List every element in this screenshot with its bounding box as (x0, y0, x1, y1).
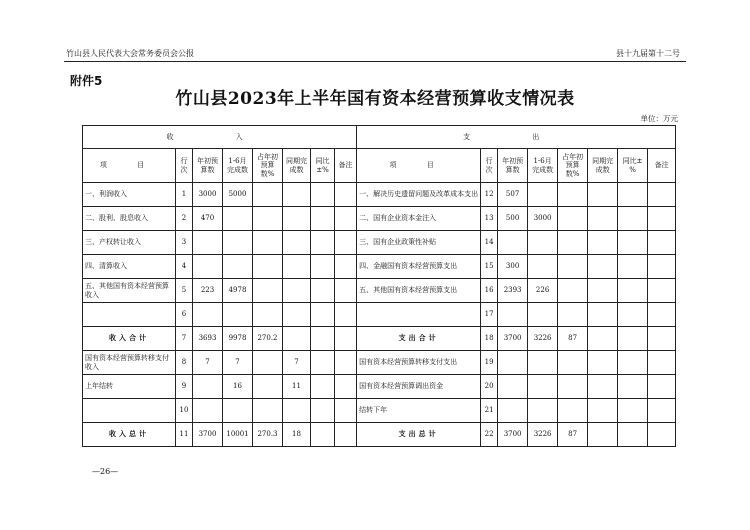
income-cell-row-no: 5 (176, 279, 193, 303)
expense-cell-initial-budget: 3700 (498, 423, 528, 447)
income-cell-item: 上年结转 (83, 375, 176, 399)
income-cell-yoy-change (311, 183, 335, 207)
expense-cell-jan-jun-actual (528, 255, 558, 279)
expense-cell-yoy-change (618, 423, 648, 447)
income-cell-item: 二、股利、股息收入 (83, 207, 176, 231)
expense-cell-yoy-change (618, 351, 648, 375)
income-col-header-same-period: 同期完成数 (283, 149, 311, 183)
table-row (83, 231, 676, 255)
expense-cell-item: 支出合计 (357, 327, 481, 351)
income-cell-initial-budget (193, 399, 223, 423)
income-cell-yoy-change (311, 303, 335, 327)
expense-cell-same-period (588, 231, 618, 255)
expense-cell-jan-jun-actual (528, 399, 558, 423)
expense-cell-jan-jun-actual: 3000 (528, 207, 558, 231)
expense-col-header-remarks: 备注 (648, 149, 676, 183)
income-cell-remarks (335, 399, 357, 423)
income-cell-remarks (335, 231, 357, 255)
attachment-label: 附件5 (70, 74, 103, 88)
income-cell-yoy-change (311, 207, 335, 231)
income-cell-item: 四、清算收入 (83, 255, 176, 279)
expense-cell-yoy-change (618, 255, 648, 279)
income-cell-same-period: 7 (283, 351, 311, 375)
expense-cell-same-period (588, 207, 618, 231)
expense-col-header-item: 项 目 (357, 149, 481, 183)
income-cell-same-period (283, 255, 311, 279)
expense-cell-row-no: 20 (481, 375, 498, 399)
expense-cell-pct-of-budget (558, 231, 588, 255)
expense-cell-initial-budget: 500 (498, 207, 528, 231)
table-row (83, 279, 676, 303)
income-cell-initial-budget: 470 (193, 207, 223, 231)
expense-col-header-same-period: 同期完成数 (588, 149, 618, 183)
expense-cell-pct-of-budget: 87 (558, 327, 588, 351)
expense-col-header-pct-of-budget: 占年初预算数% (558, 149, 588, 183)
income-cell-item: 收入总计 (83, 423, 176, 447)
expense-cell-jan-jun-actual: 3226 (528, 423, 558, 447)
income-cell-same-period (283, 327, 311, 351)
income-cell-jan-jun-actual: 7 (223, 351, 253, 375)
income-cell-pct-of-budget (253, 255, 283, 279)
expense-cell-remarks (648, 351, 676, 375)
expense-cell-jan-jun-actual (528, 183, 558, 207)
income-cell-initial-budget: 3700 (193, 423, 223, 447)
expense-cell-initial-budget (498, 399, 528, 423)
income-cell-item: 三、产权转让收入 (83, 231, 176, 255)
expense-cell-same-period (588, 279, 618, 303)
income-cell-remarks (335, 183, 357, 207)
income-cell-pct-of-budget (253, 399, 283, 423)
gazette-title: 竹山县人民代表大会常务委员会公报 (66, 49, 194, 58)
income-cell-row-no: 10 (176, 399, 193, 423)
income-cell-yoy-change (311, 231, 335, 255)
expense-cell-row-no: 17 (481, 303, 498, 327)
expense-cell-item: 国有资本经营预算转移支付支出 (357, 351, 481, 375)
expense-cell-remarks (648, 423, 676, 447)
expense-cell-remarks (648, 303, 676, 327)
expense-cell-row-no: 21 (481, 399, 498, 423)
expense-cell-pct-of-budget (558, 375, 588, 399)
expense-cell-yoy-change (618, 375, 648, 399)
income-cell-initial-budget (193, 303, 223, 327)
expense-cell-pct-of-budget (558, 399, 588, 423)
expense-col-header-jan-jun-actual: 1-6月完成数 (528, 149, 558, 183)
expense-cell-item: 支出总计 (357, 423, 481, 447)
expense-cell-initial-budget: 3700 (498, 327, 528, 351)
income-cell-initial-budget: 223 (193, 279, 223, 303)
expense-cell-pct-of-budget (558, 183, 588, 207)
income-cell-pct-of-budget (253, 375, 283, 399)
income-cell-pct-of-budget (253, 231, 283, 255)
income-cell-remarks (335, 375, 357, 399)
expense-cell-yoy-change (618, 207, 648, 231)
expense-cell-jan-jun-actual (528, 351, 558, 375)
expense-cell-pct-of-budget (558, 207, 588, 231)
income-cell-yoy-change (311, 327, 335, 351)
expense-cell-remarks (648, 231, 676, 255)
income-cell-jan-jun-actual: 4978 (223, 279, 253, 303)
expense-cell-initial-budget (498, 231, 528, 255)
unit-label: 单位：万元 (640, 114, 678, 123)
expense-section-header: 支 出 (357, 126, 676, 149)
income-cell-yoy-change (311, 255, 335, 279)
income-cell-pct-of-budget (253, 351, 283, 375)
expense-cell-same-period (588, 423, 618, 447)
table-row (83, 399, 676, 423)
income-cell-row-no: 2 (176, 207, 193, 231)
page-number: —26— (92, 467, 119, 476)
income-col-header-pct-of-budget: 占年初预算数% (253, 149, 283, 183)
income-cell-row-no: 11 (176, 423, 193, 447)
income-cell-item: 五、其他国有资本经营预算收入 (83, 279, 176, 303)
expense-cell-yoy-change (618, 279, 648, 303)
income-cell-row-no: 3 (176, 231, 193, 255)
expense-cell-remarks (648, 183, 676, 207)
expense-cell-item: 结转下年 (357, 399, 481, 423)
expense-cell-row-no: 18 (481, 327, 498, 351)
table-row (83, 255, 676, 279)
expense-cell-jan-jun-actual (528, 231, 558, 255)
income-cell-yoy-change (311, 399, 335, 423)
expense-col-header-initial-budget: 年初预算数 (498, 149, 528, 183)
income-cell-same-period (283, 183, 311, 207)
expense-cell-initial-budget (498, 303, 528, 327)
expense-cell-yoy-change (618, 183, 648, 207)
table-row (83, 351, 676, 375)
expense-cell-row-no: 15 (481, 255, 498, 279)
income-cell-yoy-change (311, 279, 335, 303)
table-row (83, 303, 676, 327)
income-cell-same-period: 18 (283, 423, 311, 447)
expense-cell-yoy-change (618, 303, 648, 327)
expense-cell-item: 一、解决历史遗留问题及改革成本支出 (357, 183, 481, 207)
income-cell-pct-of-budget (253, 183, 283, 207)
income-cell-row-no: 6 (176, 303, 193, 327)
income-cell-same-period (283, 303, 311, 327)
income-cell-remarks (335, 207, 357, 231)
income-cell-row-no: 1 (176, 183, 193, 207)
income-cell-pct-of-budget: 270.3 (253, 423, 283, 447)
expense-cell-remarks (648, 255, 676, 279)
income-cell-row-no: 7 (176, 327, 193, 351)
page-title: 竹山县2023年上半年国有资本经营预算收支情况表 (175, 89, 575, 109)
income-cell-same-period (283, 399, 311, 423)
expense-cell-remarks (648, 207, 676, 231)
expense-cell-initial-budget: 507 (498, 183, 528, 207)
budget-table (82, 125, 676, 447)
income-cell-yoy-change (311, 375, 335, 399)
income-cell-item (83, 399, 176, 423)
expense-cell-item: 三、国有企业政策性补贴 (357, 231, 481, 255)
expense-cell-same-period (588, 351, 618, 375)
expense-col-header-row-no: 行次 (481, 149, 498, 183)
income-cell-remarks (335, 255, 357, 279)
header-rule (64, 61, 686, 62)
income-cell-jan-jun-actual (223, 231, 253, 255)
income-cell-pct-of-budget (253, 279, 283, 303)
expense-cell-item: 国有资本经营预算调出资金 (357, 375, 481, 399)
income-cell-remarks (335, 327, 357, 351)
table-row (83, 327, 676, 351)
income-cell-same-period: 11 (283, 375, 311, 399)
expense-cell-yoy-change (618, 399, 648, 423)
income-cell-initial-budget (193, 375, 223, 399)
expense-cell-initial-budget: 300 (498, 255, 528, 279)
expense-cell-same-period (588, 255, 618, 279)
income-cell-row-no: 8 (176, 351, 193, 375)
expense-cell-pct-of-budget (558, 279, 588, 303)
income-cell-remarks (335, 279, 357, 303)
income-cell-yoy-change (311, 423, 335, 447)
expense-cell-jan-jun-actual (528, 375, 558, 399)
income-cell-jan-jun-actual (223, 399, 253, 423)
expense-cell-row-no: 14 (481, 231, 498, 255)
income-col-header-initial-budget: 年初预算数 (193, 149, 223, 183)
income-cell-same-period (283, 231, 311, 255)
expense-cell-yoy-change (618, 327, 648, 351)
income-cell-jan-jun-actual (223, 303, 253, 327)
income-cell-initial-budget: 3000 (193, 183, 223, 207)
expense-cell-remarks (648, 399, 676, 423)
income-cell-initial-budget (193, 255, 223, 279)
income-cell-pct-of-budget (253, 207, 283, 231)
column-header-row (83, 149, 676, 183)
income-cell-jan-jun-actual: 5000 (223, 183, 253, 207)
income-cell-item: 国有资本经营预算转移支付收入 (83, 351, 176, 375)
income-col-header-row-no: 行次 (176, 149, 193, 183)
expense-cell-initial-budget: 2393 (498, 279, 528, 303)
expense-cell-initial-budget (498, 351, 528, 375)
expense-cell-item: 五、其他国有资本经营预算支出 (357, 279, 481, 303)
expense-cell-item: 二、国有企业资本金注入 (357, 207, 481, 231)
income-cell-jan-jun-actual: 9978 (223, 327, 253, 351)
income-cell-remarks (335, 303, 357, 327)
expense-cell-row-no: 22 (481, 423, 498, 447)
expense-cell-row-no: 16 (481, 279, 498, 303)
expense-cell-item (357, 303, 481, 327)
income-cell-remarks (335, 351, 357, 375)
expense-cell-jan-jun-actual: 226 (528, 279, 558, 303)
income-cell-initial-budget: 7 (193, 351, 223, 375)
expense-cell-same-period (588, 183, 618, 207)
table-row (83, 375, 676, 399)
table-row (83, 207, 676, 231)
income-cell-jan-jun-actual: 16 (223, 375, 253, 399)
income-section-header: 收 入 (83, 126, 357, 149)
expense-cell-row-no: 13 (481, 207, 498, 231)
expense-cell-yoy-change (618, 231, 648, 255)
income-col-header-jan-jun-actual: 1-6月完成数 (223, 149, 253, 183)
income-cell-yoy-change (311, 351, 335, 375)
income-col-header-remarks: 备注 (335, 149, 357, 183)
expense-cell-pct-of-budget: 87 (558, 423, 588, 447)
income-cell-row-no: 4 (176, 255, 193, 279)
income-cell-initial-budget (193, 231, 223, 255)
expense-cell-same-period (588, 303, 618, 327)
section-header-row (83, 126, 676, 149)
income-cell-initial-budget: 3693 (193, 327, 223, 351)
income-cell-pct-of-budget (253, 303, 283, 327)
expense-cell-remarks (648, 375, 676, 399)
table-row (83, 183, 676, 207)
income-cell-item: 收入合计 (83, 327, 176, 351)
expense-cell-pct-of-budget (558, 303, 588, 327)
expense-cell-jan-jun-actual (528, 303, 558, 327)
income-cell-item (83, 303, 176, 327)
expense-cell-same-period (588, 327, 618, 351)
expense-cell-row-no: 19 (481, 351, 498, 375)
income-cell-same-period (283, 279, 311, 303)
expense-cell-remarks (648, 279, 676, 303)
income-cell-jan-jun-actual (223, 255, 253, 279)
income-cell-jan-jun-actual: 10001 (223, 423, 253, 447)
expense-cell-row-no: 12 (481, 183, 498, 207)
income-cell-row-no: 9 (176, 375, 193, 399)
issue-number: 县十九届第十二号 (616, 49, 680, 58)
income-cell-item: 一、利润收入 (83, 183, 176, 207)
expense-cell-same-period (588, 375, 618, 399)
expense-cell-same-period (588, 399, 618, 423)
income-cell-same-period (283, 207, 311, 231)
income-cell-remarks (335, 423, 357, 447)
income-cell-jan-jun-actual (223, 207, 253, 231)
expense-cell-item: 四、金融国有资本经营预算支出 (357, 255, 481, 279)
income-col-header-item: 项 目 (83, 149, 176, 183)
expense-col-header-yoy-change: 同比±% (618, 149, 648, 183)
expense-cell-remarks (648, 327, 676, 351)
expense-cell-pct-of-budget (558, 351, 588, 375)
expense-cell-initial-budget (498, 375, 528, 399)
table-row (83, 423, 676, 447)
income-col-header-yoy-change: 同比±% (311, 149, 335, 183)
income-cell-pct-of-budget: 270.2 (253, 327, 283, 351)
expense-cell-jan-jun-actual: 3226 (528, 327, 558, 351)
expense-cell-pct-of-budget (558, 255, 588, 279)
